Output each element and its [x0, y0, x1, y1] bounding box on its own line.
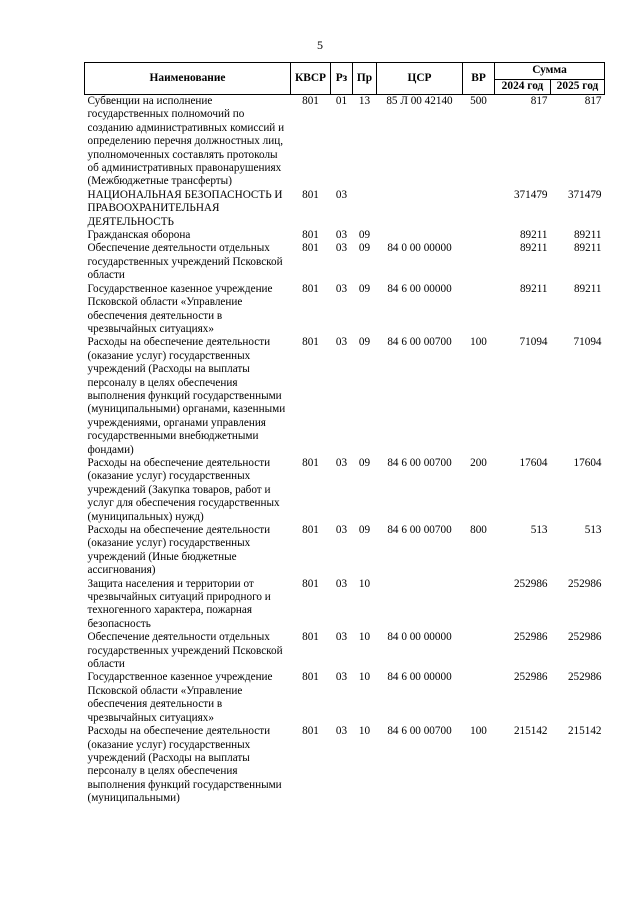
- row-csr: 84 6 00 00700: [387, 456, 452, 469]
- row-kvsr: 801: [302, 282, 319, 295]
- row-csr: [377, 189, 463, 229]
- row-sum-2024: 89211: [519, 242, 548, 255]
- row-sum-2025: 89211: [573, 282, 602, 295]
- row-sum-2025: 71094: [573, 336, 602, 349]
- row-vr: 500: [470, 95, 487, 107]
- row-name: Государственное казенное учреждение Псковской области «Управление обеспечения деятельности в чрезвычайных ситуациях»: [87, 671, 273, 724]
- row-vr: [463, 578, 495, 632]
- table-row: [85, 631, 605, 671]
- header-sum: Сумма: [495, 63, 605, 80]
- row-pr: 10: [358, 577, 371, 590]
- row-pr: 10: [358, 631, 371, 644]
- row-sum-2024: 252986: [513, 577, 548, 590]
- row-name: Расходы на обеспечение деятельности (оказание услуг) государственных учреждений (Закупка товаров, работ и услуг для обеспечения государственных (муниципальных) нужд): [87, 456, 280, 523]
- row-sum-2025: 252986: [567, 577, 602, 590]
- row-vr: [463, 229, 495, 242]
- row-pr: 09: [358, 336, 371, 349]
- row-kvsr: 801: [302, 242, 319, 255]
- row-sum-2024: 71094: [519, 336, 548, 349]
- row-name: Обеспечение деятельности отдельных государственных учреждений Псковской области: [87, 631, 283, 671]
- row-name: Расходы на обеспечение деятельности (оказание услуг) государственных учреждений (Расходы на выплаты персоналу в целях обеспечения выполнения функций государственными (муниципальными): [87, 725, 282, 805]
- row-kvsr: 801: [302, 95, 319, 107]
- row-name: Расходы на обеспечение деятельности (оказание услуг) государственных учреждений (Расходы на выплаты персоналу в целях обеспечения выполнения функций государственными (муниципальными) органами, казенными учреждениями, органами управления государственными внебюджетными фондами): [87, 336, 286, 456]
- row-pr: 09: [358, 282, 371, 295]
- row-rz: 03: [335, 229, 348, 242]
- row-pr: 10: [358, 725, 371, 738]
- row-vr: [463, 242, 495, 282]
- row-pr: [353, 189, 377, 229]
- row-rz: 03: [335, 725, 348, 738]
- row-pr: 09: [358, 524, 371, 536]
- row-sum-2024: 252986: [513, 671, 548, 684]
- header-rz: Рз: [331, 63, 353, 95]
- row-pr: 09: [358, 229, 371, 242]
- table-row: [85, 229, 605, 242]
- row-sum-2025: 89211: [573, 242, 602, 255]
- row-kvsr: 801: [302, 671, 319, 684]
- row-sum-2024: 513: [530, 524, 548, 536]
- row-csr: [377, 578, 463, 632]
- row-name: Обеспечение деятельности отдельных государственных учреждений Псковской области: [87, 242, 283, 282]
- row-kvsr: 801: [302, 336, 319, 349]
- row-rz: 03: [335, 577, 348, 590]
- row-sum-2024: 17604: [519, 456, 548, 469]
- row-pr: 13: [358, 95, 371, 107]
- header-pr: Пр: [353, 63, 377, 95]
- row-sum-2025: 252986: [567, 671, 602, 684]
- row-csr: 85 Л 00 42140: [386, 95, 453, 107]
- row-csr: 84 6 00 00000: [387, 282, 452, 295]
- row-sum-2024: 252986: [513, 631, 548, 644]
- row-rz: 03: [335, 242, 348, 255]
- row-rz: 03: [335, 336, 348, 349]
- table-row: [85, 457, 605, 524]
- row-sum-2024: 817: [530, 95, 548, 107]
- row-sum-2024: 215142: [513, 725, 548, 738]
- row-sum-2025: 513: [584, 524, 602, 536]
- row-sum-2025: 215142: [567, 725, 602, 738]
- row-sum-2025: 17604: [573, 456, 602, 469]
- row-sum-2025: 89211: [573, 229, 602, 242]
- table-row: [85, 725, 605, 805]
- row-sum-2025: 371479: [567, 188, 602, 201]
- row-vr: [463, 189, 495, 229]
- row-rz: 01: [335, 95, 348, 107]
- table-row: [85, 189, 605, 229]
- row-kvsr: 801: [302, 456, 319, 469]
- row-name: Субвенции на исполнение государственных полномочий по созданию административных комиссий и определению перечня должностных лиц, уполномоченных составлять протоколы об административных правонарушениях (Межбюджетные трансферты): [87, 95, 285, 188]
- row-rz: 03: [335, 456, 348, 469]
- row-sum-2024: 89211: [519, 229, 548, 242]
- row-csr: 84 6 00 00700: [387, 524, 452, 536]
- budget-table: [84, 62, 605, 806]
- row-vr: 100: [470, 725, 487, 738]
- row-name: Гражданская оборона: [87, 229, 191, 242]
- page-number: 5: [317, 38, 323, 52]
- row-vr: [463, 631, 495, 671]
- table-row: [85, 283, 605, 337]
- row-csr: [377, 229, 463, 242]
- row-rz: 03: [335, 282, 348, 295]
- row-csr: 84 6 00 00700: [387, 725, 452, 738]
- row-rz: 03: [335, 188, 348, 201]
- table-row: [85, 524, 605, 578]
- row-vr: 200: [470, 456, 487, 469]
- table-header: [85, 63, 605, 95]
- table-body: [85, 95, 605, 806]
- row-kvsr: 801: [302, 188, 319, 201]
- row-csr: 84 6 00 00000: [387, 671, 452, 684]
- row-rz: 03: [335, 671, 348, 684]
- row-vr: [463, 283, 495, 337]
- row-kvsr: 801: [302, 524, 319, 536]
- row-kvsr: 801: [302, 725, 319, 738]
- row-sum-2025: 252986: [567, 631, 602, 644]
- row-pr: 09: [358, 242, 371, 255]
- row-name: Защита населения и территории от чрезвычайных ситуаций природного и техногенного характера, пожарная безопасность: [87, 577, 271, 630]
- row-name: НАЦИОНАЛЬНАЯ БЕЗОПАСНОСТЬ И ПРАВООХРАНИТЕЛЬНАЯ ДЕЯТЕЛЬНОСТЬ: [87, 188, 283, 228]
- row-csr: 84 6 00 00700: [387, 336, 452, 349]
- row-pr: 09: [358, 456, 371, 469]
- table-row: [85, 578, 605, 632]
- table-row: [85, 336, 605, 457]
- table-row: [85, 95, 605, 189]
- row-sum-2024: 371479: [513, 188, 548, 201]
- row-kvsr: 801: [302, 229, 319, 242]
- row-rz: 03: [335, 524, 348, 536]
- header-vr: ВР: [463, 63, 495, 95]
- header-csr: ЦСР: [377, 63, 463, 95]
- row-sum-2025: 817: [584, 95, 602, 107]
- header-kvsr: КВСР: [291, 63, 331, 95]
- row-name: Расходы на обеспечение деятельности (оказание услуг) государственных учреждений (Иные бюджетные ассигнования): [87, 524, 271, 577]
- row-csr: 84 0 00 00000: [387, 631, 452, 644]
- header-name: Наименование: [85, 63, 291, 95]
- row-csr: 84 0 00 00000: [387, 242, 452, 255]
- row-kvsr: 801: [302, 577, 319, 590]
- header-year-2024: 2024 год: [495, 80, 551, 95]
- header-year-2025: 2025 год: [551, 80, 605, 95]
- row-vr: 100: [470, 336, 487, 349]
- row-rz: 03: [335, 631, 348, 644]
- row-vr: [463, 671, 495, 725]
- row-kvsr: 801: [302, 631, 319, 644]
- row-name: Государственное казенное учреждение Псковской области «Управление обеспечения деятельности в чрезвычайных ситуациях»: [87, 282, 273, 335]
- table-row: [85, 671, 605, 725]
- row-vr: 800: [470, 524, 487, 536]
- table-row: [85, 242, 605, 282]
- row-sum-2024: 89211: [519, 282, 548, 295]
- row-pr: 10: [358, 671, 371, 684]
